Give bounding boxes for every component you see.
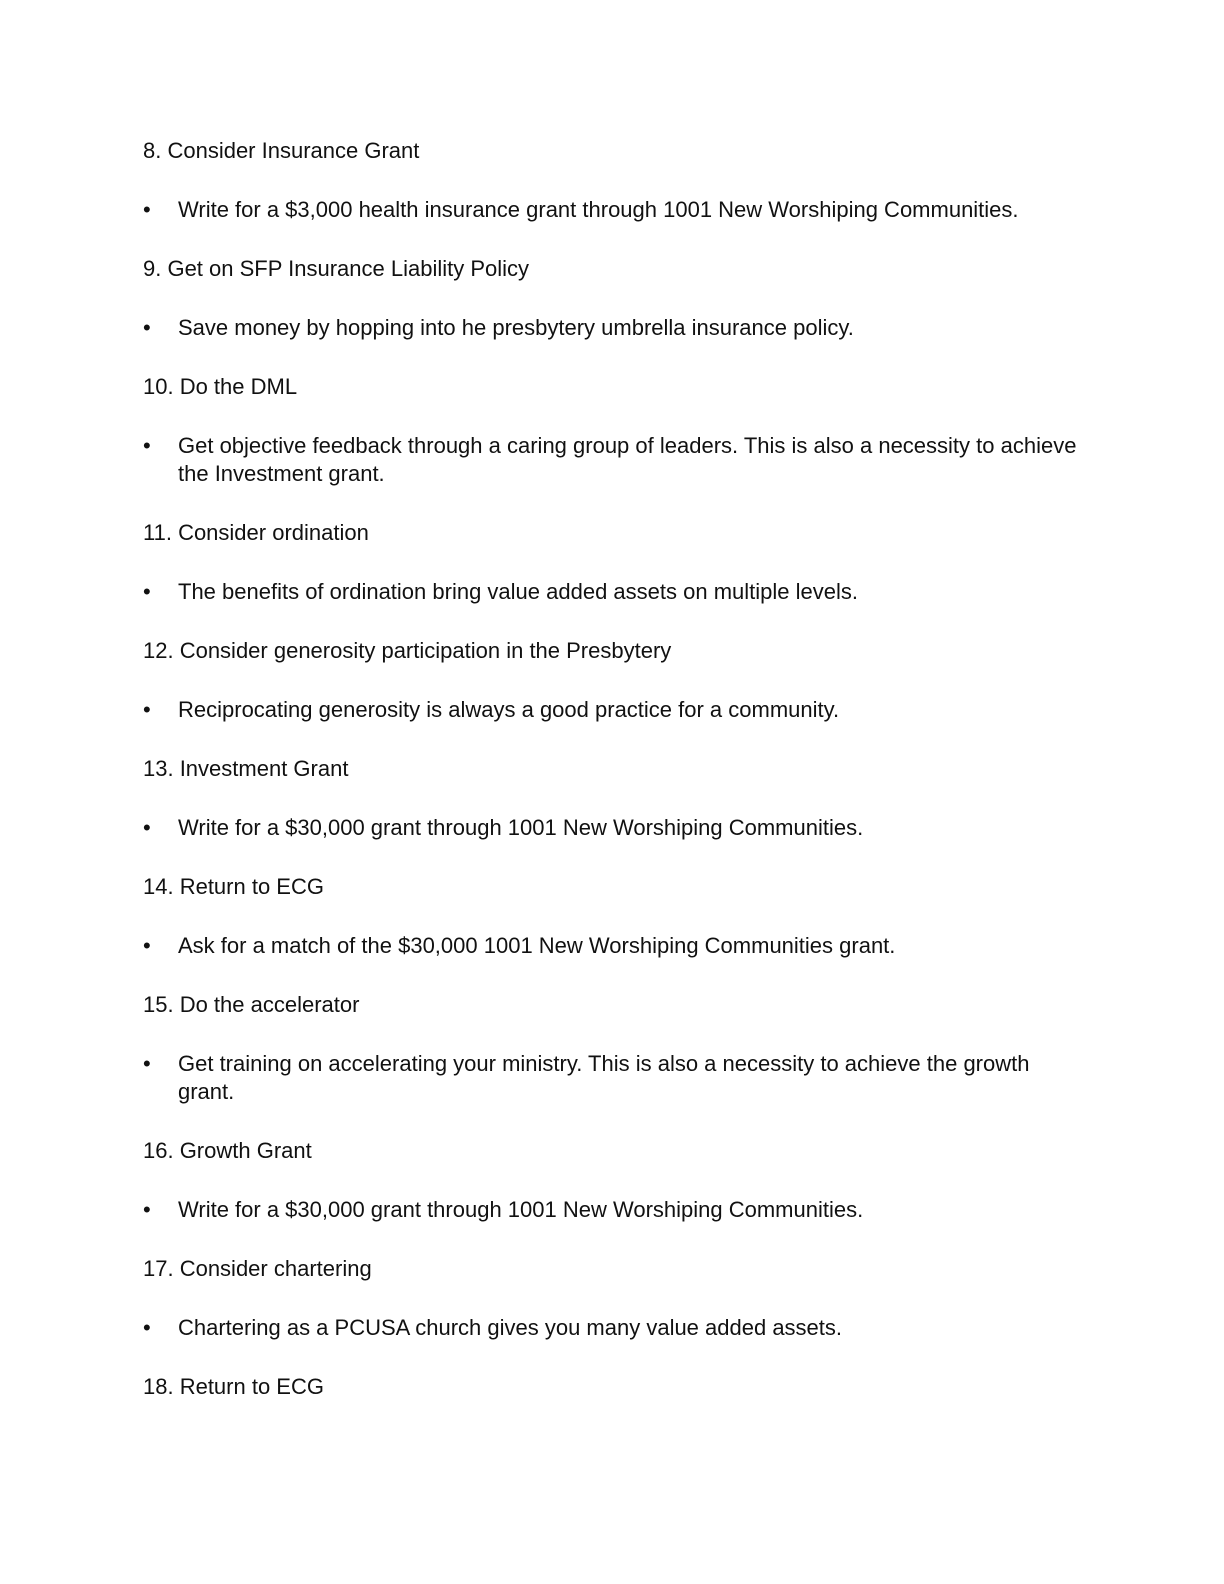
- bullet-dot-icon: •: [143, 579, 151, 604]
- step-12: [143, 637, 1083, 724]
- step-description: Write for a $30,000 grant through 1001 New Worshiping Communities.: [178, 1197, 864, 1222]
- step-description: Write for a $30,000 grant through 1001 New Worshiping Communities.: [178, 815, 864, 840]
- bullet-dot-icon: •: [143, 1315, 151, 1340]
- step-18: [143, 1373, 1083, 1401]
- step-bullet: [143, 578, 1083, 606]
- step-title: 9. Get on SFP Insurance Liability Policy: [143, 256, 530, 281]
- step-9: [143, 255, 1083, 342]
- step-bullet: [143, 696, 1083, 724]
- step-14: [143, 873, 1083, 960]
- bullet-dot-icon: •: [143, 315, 151, 340]
- step-10: [143, 373, 1083, 488]
- step-bullet: [143, 314, 1083, 342]
- step-title: 13. Investment Grant: [143, 756, 349, 781]
- step-description: Ask for a match of the $30,000 1001 New Worshiping Communities grant.: [178, 933, 896, 958]
- bullet-dot-icon: •: [143, 815, 151, 840]
- step-title: 12. Consider generosity participation in the Presbytery: [143, 638, 672, 663]
- bullet-dot-icon: •: [143, 433, 151, 458]
- step-description: Get training on accelerating your ministry. This is also a necessity to achieve the growth grant.: [178, 1051, 1030, 1104]
- step-title: 11. Consider ordination: [143, 520, 369, 545]
- step-list: [143, 137, 1083, 1432]
- step-description: Chartering as a PCUSA church gives you many value added assets.: [178, 1315, 843, 1340]
- step-title: 14. Return to ECG: [143, 874, 324, 899]
- bullet-dot-icon: •: [143, 197, 151, 222]
- step-description: Get objective feedback through a caring group of leaders. This is also a necessity to achieve the Investment grant.: [178, 433, 1077, 486]
- step-bullet: [143, 196, 1083, 224]
- bullet-dot-icon: •: [143, 933, 151, 958]
- step-title: 18. Return to ECG: [143, 1374, 324, 1399]
- step-title: 16. Growth Grant: [143, 1138, 312, 1163]
- bullet-dot-icon: •: [143, 697, 151, 722]
- bullet-dot-icon: •: [143, 1051, 151, 1076]
- step-13: [143, 755, 1083, 842]
- bullet-dot-icon: •: [143, 1197, 151, 1222]
- step-11: [143, 519, 1083, 606]
- step-bullet: [143, 1050, 1083, 1106]
- step-description: Save money by hopping into he presbytery umbrella insurance policy.: [178, 315, 854, 340]
- step-title: 10. Do the DML: [143, 374, 298, 399]
- step-bullet: [143, 432, 1083, 488]
- step-bullet: [143, 814, 1083, 842]
- step-16: [143, 1137, 1083, 1224]
- step-title: 15. Do the accelerator: [143, 992, 360, 1017]
- step-description: Write for a $3,000 health insurance grant through 1001 New Worshiping Communities.: [178, 197, 1019, 222]
- step-bullet: [143, 1196, 1083, 1224]
- step-description: Reciprocating generosity is always a good practice for a community.: [178, 697, 840, 722]
- step-15: [143, 991, 1083, 1106]
- step-title: 17. Consider chartering: [143, 1256, 372, 1281]
- step-17: [143, 1255, 1083, 1342]
- step-bullet: [143, 1314, 1083, 1342]
- step-title: 8. Consider Insurance Grant: [143, 138, 420, 163]
- step-8: [143, 137, 1083, 224]
- step-bullet: [143, 932, 1083, 960]
- step-description: The benefits of ordination bring value added assets on multiple levels.: [178, 579, 858, 604]
